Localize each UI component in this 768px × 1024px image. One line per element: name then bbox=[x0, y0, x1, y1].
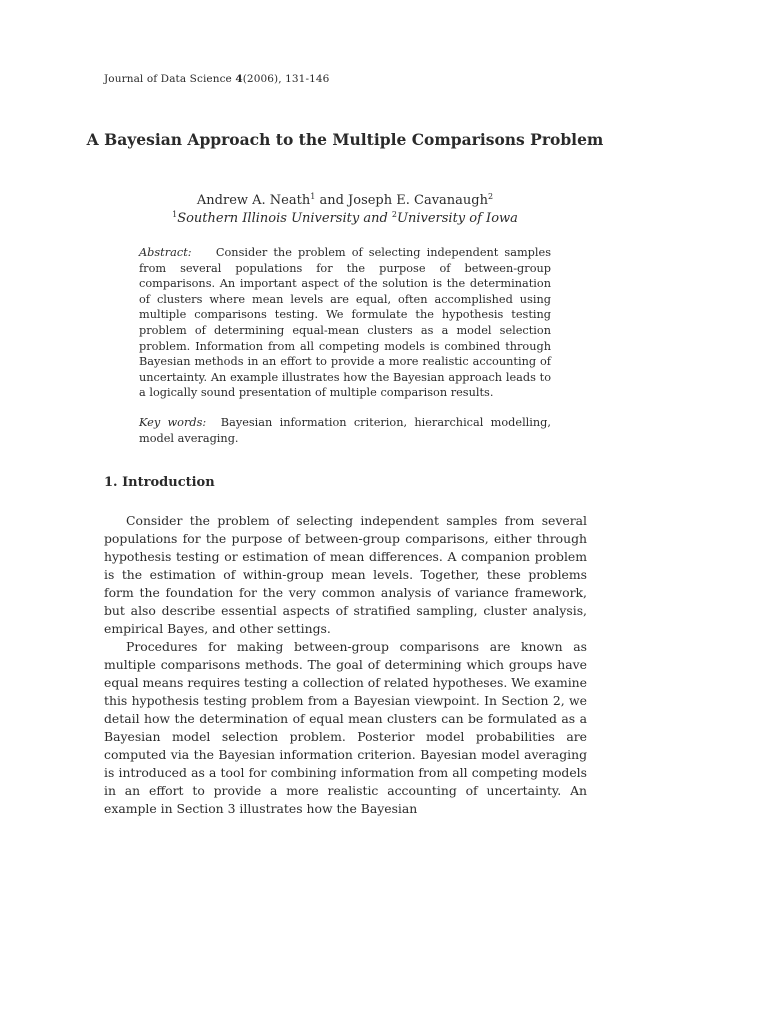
affiliation-iowa: University of Iowa bbox=[397, 211, 518, 226]
affiliation-siu: Southern Illinois University and bbox=[177, 211, 392, 226]
paragraph: Procedures for making between-group comparisons are known as multiple comparisons methods. The goal of determining which groups have equal means requires testing a collection of related hypotheses. We examine this hypothesis testing problem from a Bayesian viewpoint. In Section 2, we detail how the determination of equal mean clusters can be formulated as a Bayesian model selection problem. Posterior model probabilities are computed via the Bayesian information criterion. Bayesian model averaging is introduced as a tool for combining information from all competing models in an effort to provide a more realistic accounting of uncertainty. An example in Section 3 illustrates how the Bayesian bbox=[104, 639, 587, 816]
abstract-text: Consider the problem of selecting independent samples from several populations for the purpose of between-group comparisons. An important aspect of the solution is the determination of clusters where mean levels are equal, often accomplished using multiple comparisons testing. We formulate the hypothesis testing problem of determining equal-mean clusters as a model selection problem. Information from all competing models is combined through Bayesian methods in an effort to provide a more realistic accounting of uncertainty. An example illustrates how the Bayesian approach leads to a logically sound presentation of multiple comparison results. bbox=[139, 246, 551, 400]
paper-title: A Bayesian Approach to the Multiple Comparisons Problem bbox=[86, 130, 604, 149]
affiliation-line bbox=[0, 211, 690, 226]
author-connector: and bbox=[315, 193, 349, 208]
journal-name: Journal of Data Science bbox=[104, 73, 232, 85]
author-cavanaugh: Joseph E. Cavanaugh bbox=[348, 193, 488, 208]
keywords-text: Bayesian information criterion, hierarchical modelling, model averaging. bbox=[139, 416, 552, 445]
section-heading-introduction: 1. Introduction bbox=[104, 475, 215, 490]
affil1-mark: 1 bbox=[172, 210, 178, 219]
author2-footnote-mark: 2 bbox=[488, 192, 494, 201]
paragraph: Consider the problem of selecting independent samples from several populations for the purpose of between-group comparisons, either through hypothesis testing or estimation of mean differences. A companion problem is the estimation of within-group mean levels. Together, these problems form the foundation for the very common analysis of variance framework, but also describe essential aspects of stratified sampling, cluster analysis, empirical Bayes, and other settings. bbox=[104, 513, 587, 636]
author-line bbox=[0, 193, 690, 208]
author-neath: Andrew A. Neath bbox=[196, 193, 311, 208]
abstract bbox=[139, 245, 551, 401]
affil2-mark: 2 bbox=[391, 210, 398, 219]
journal-volume: 4 bbox=[235, 73, 243, 85]
journal-citation bbox=[104, 73, 329, 85]
author1-footnote-mark: 1 bbox=[310, 192, 316, 201]
introduction-body bbox=[104, 512, 587, 818]
journal-issue-pages: (2006), 131-146 bbox=[242, 73, 330, 85]
keywords bbox=[139, 415, 551, 446]
abstract-label: Abstract: bbox=[139, 246, 192, 259]
keywords-label: Key words: bbox=[139, 416, 207, 429]
